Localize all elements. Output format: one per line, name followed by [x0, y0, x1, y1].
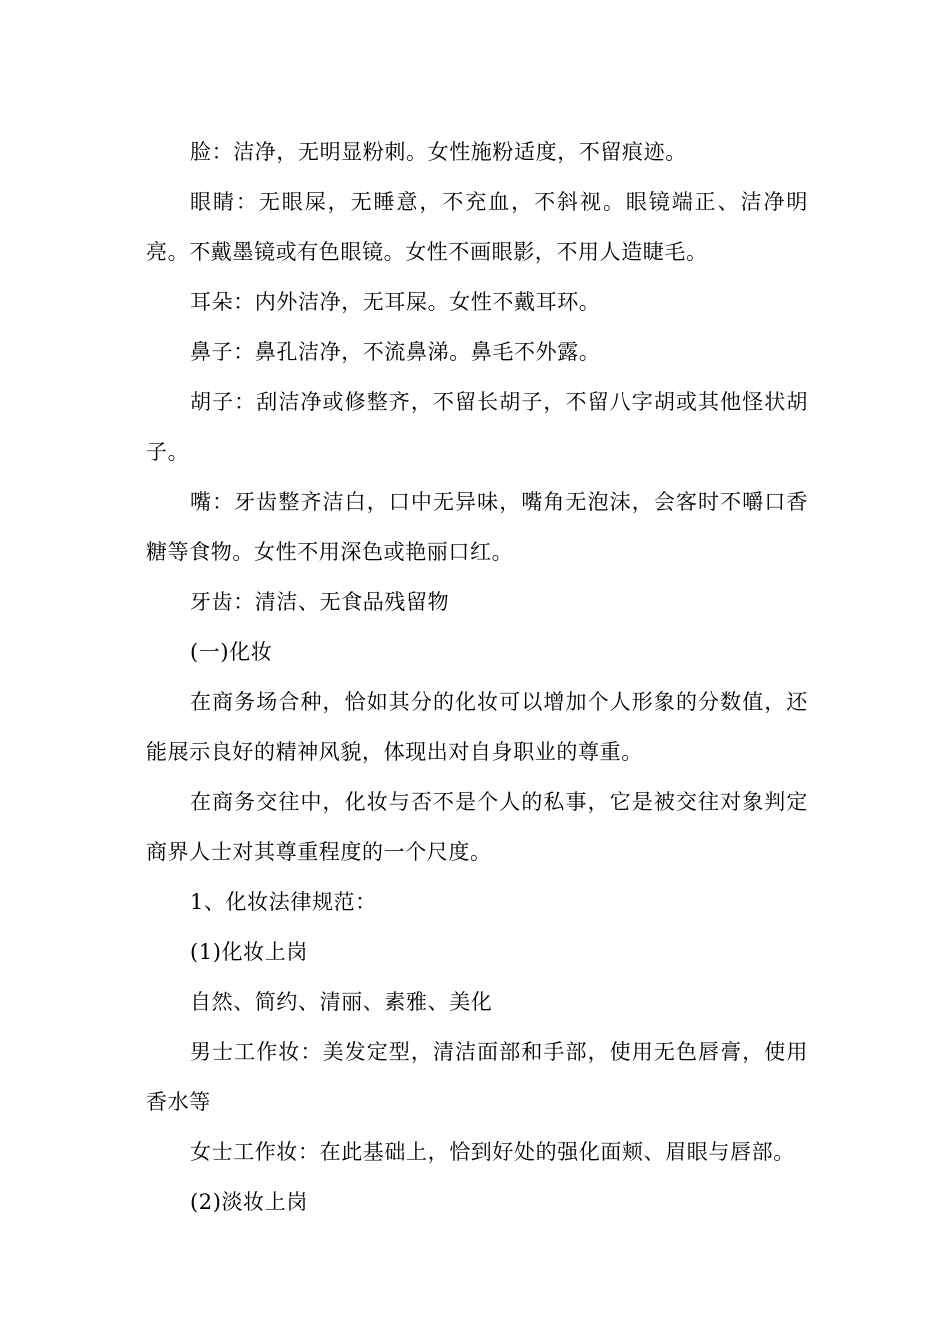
paragraph-face: 脸：洁净，无明显粉刺。女性施粉适度，不留痕迹。 — [190, 140, 687, 164]
subheading-makeup-norms: 1、化妆法律规范： — [190, 890, 377, 914]
subheading-makeup-on-duty: (1)化妆上岗 — [190, 940, 308, 964]
paragraph-men-makeup: 男士工作妆：美发定型，清洁面部和手部，使用无色唇膏，使用香水等 — [146, 1040, 808, 1114]
section-heading-makeup: (一)化妆 — [190, 640, 273, 664]
subheading-light-makeup: (2)淡妆上岗 — [190, 1190, 308, 1214]
paragraph-eyes: 眼睛：无眼屎，无睡意，不充血，不斜视。眼镜端正、洁净明亮。不戴墨镜或有色眼镜。女性不画眼影，不用人造睫毛。 — [146, 190, 808, 264]
paragraph-teeth: 牙齿：清洁、无食品残留物 — [190, 590, 450, 614]
paragraph-mouth: 嘴：牙齿整齐洁白，口中无异味，嘴角无泡沫，会客时不嚼口香糖等食物。女性不用深色或艳丽口红。 — [146, 490, 808, 564]
paragraph-makeup-principles: 自然、简约、清丽、素雅、美化 — [190, 990, 493, 1014]
document-body — [146, 127, 808, 1227]
paragraph-ears: 耳朵：内外洁净，无耳屎。女性不戴耳环。 — [190, 290, 601, 314]
paragraph-makeup-intro: 在商务场合种，恰如其分的化妆可以增加个人形象的分数值，还能展示良好的精神风貌，体现出对自身职业的尊重。 — [146, 690, 808, 764]
paragraph-beard: 胡子：刮洁净或修整齐，不留长胡子，不留八字胡或其他怪状胡子。 — [146, 390, 808, 464]
paragraph-women-makeup: 女士工作妆：在此基础上，恰到好处的强化面颊、眉眼与唇部。 — [190, 1140, 795, 1164]
paragraph-nose: 鼻子：鼻孔洁净，不流鼻涕。鼻毛不外露。 — [190, 340, 601, 364]
paragraph-makeup-respect: 在商务交往中，化妆与否不是个人的私事，它是被交往对象判定商界人士对其尊重程度的一个尺度。 — [146, 790, 808, 864]
